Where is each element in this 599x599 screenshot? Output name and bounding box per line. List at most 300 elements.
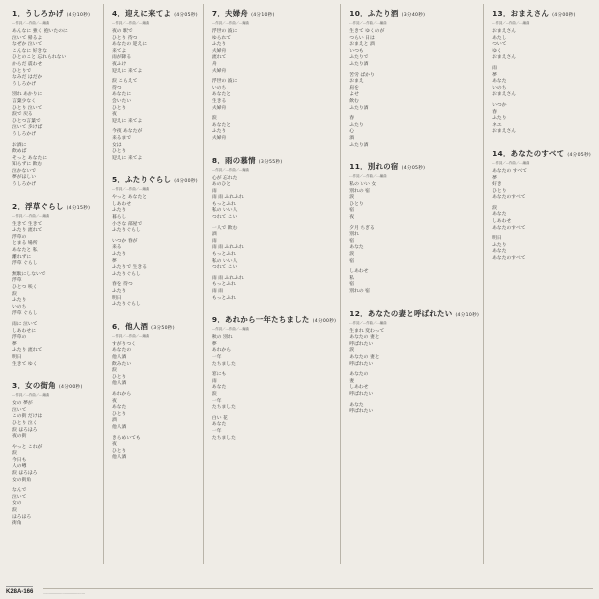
lyric-line: 妻 (349, 378, 355, 384)
lyric-line: あなたのすべて (492, 225, 526, 231)
lyric-line: 飲みたい (111, 361, 132, 367)
lyric-line: たちました (211, 405, 236, 411)
lyric-line: 夜 (111, 112, 117, 118)
lyric-line: あなた (492, 79, 507, 85)
lyric-line: 明日 (12, 354, 22, 360)
song-credit: …作詞／…作曲／…編曲 (111, 333, 150, 338)
song-credit: …作詞／…作曲／…編曲 (211, 327, 250, 332)
lyric-line: 宿 (349, 238, 355, 244)
lyric-line: 夜の街 (12, 434, 27, 440)
lyric-line: ふたりで (349, 55, 369, 61)
lyric-line: 別れ (349, 232, 359, 238)
lyric-line: やっと これが (12, 444, 43, 450)
stanza-gap (212, 302, 336, 306)
lyric-line: 雨 雨 (211, 289, 224, 294)
lyric-line: 会いたい (111, 98, 132, 104)
song-duration: (4分05秒) (174, 13, 198, 18)
lyric-line: ふたり酒 (349, 142, 369, 148)
song-title (212, 155, 336, 166)
lyric-column (484, 4, 595, 564)
lyric-line: 今日も (12, 457, 27, 463)
song-credit: …作詞／…作曲／…編曲 (492, 160, 530, 165)
lyric-line: 私の いい人 (211, 258, 238, 264)
lyric-line: 白い 花 (211, 415, 228, 421)
lyric-line: 生きて ゆくのが (349, 29, 385, 34)
lyric-line: しあわせに (12, 328, 36, 334)
lyric-line: 呼ばれたい (349, 391, 374, 397)
song-title-text: 7．夫婦舟 (211, 9, 249, 18)
lyric-line: 涙 (492, 205, 497, 211)
lyric-line: 浮草 ぐらし (12, 311, 38, 317)
song-duration: (4分10秒) (251, 13, 275, 18)
lyric-line: 他人酒 (111, 424, 127, 430)
lyric-line: ふたり (211, 129, 227, 135)
song-block (112, 8, 199, 166)
song-credit: …作詞／…作曲／…編曲 (111, 187, 150, 192)
lyric-line: ふたり (211, 42, 227, 48)
lyric-line: いつも (349, 48, 364, 54)
stanza-gap (12, 528, 99, 532)
song-title (212, 8, 336, 19)
lyric-line: 雨 (211, 188, 217, 194)
lyric-line: あなたと 私 (12, 248, 38, 254)
lyric-line: 酒 (111, 418, 117, 424)
lyric-line: 知らずに 飲む (12, 162, 43, 168)
lyric-line: 涙 (349, 252, 355, 258)
lyric-line: もっとふれ (211, 252, 236, 258)
lyric-line: 涙 ほろほろ (12, 471, 38, 477)
lyric-line: もっとふれ (211, 282, 236, 288)
lyric-line: 来る (111, 245, 122, 251)
lyric-line: ふたり 流れて (12, 228, 43, 234)
song-duration: (3分55秒) (258, 159, 283, 165)
song-title-text: 12．あなたの妻と呼ばれたい (349, 308, 453, 318)
lyric-line: なぜか 泣いて (12, 42, 43, 48)
lyric-line: しあわせ (492, 219, 512, 225)
lyric-line: 生きる (211, 98, 227, 104)
lyric-line: 雨 (211, 238, 217, 244)
song-title (349, 8, 479, 19)
lyric-line: 迎えに 来てよ (111, 118, 143, 124)
lyric-line: 春を 待つ (111, 282, 133, 288)
lyric-line: 夜ふけ (111, 61, 127, 67)
stanza-gap (112, 462, 199, 466)
lyric-line: ひとり (111, 448, 127, 454)
lyric-line: あなたの (349, 372, 369, 378)
lyric-line: 女の 夢が (12, 401, 33, 407)
song-block (349, 161, 479, 300)
lyric-line: 別れ あかりに (12, 92, 43, 98)
lyric-line: ひとつ 咲く (12, 285, 38, 290)
song-block (112, 321, 199, 466)
song-credit: …作詞／…作曲／…編曲 (349, 21, 387, 25)
lyric-line: 無駄にしないで (12, 271, 46, 277)
lyric-line: もっとふれ (211, 295, 236, 301)
song-block (12, 8, 99, 193)
song-duration: (4分10秒) (66, 13, 91, 18)
song-duration: (3分50秒) (151, 325, 175, 331)
lyric-line: 宿 (349, 208, 355, 214)
lyric-line: 夜 (111, 398, 117, 404)
song-credit: …作詞／…作曲／…編曲 (12, 213, 50, 218)
lyric-line: 生きて ゆく (12, 361, 38, 367)
lyric-line: おまえと 酒 (349, 42, 375, 48)
lyric-line: 涙 (12, 451, 17, 457)
lyric-line: あたし (492, 35, 507, 41)
song-title (349, 308, 479, 319)
lyric-line: 春 (349, 116, 355, 122)
lyric-line: あなたの (111, 348, 132, 354)
song-block (212, 155, 336, 307)
lyric-line: 迎えに 来てよ (111, 68, 143, 74)
lyric-line: 女の街角 (12, 477, 32, 483)
lyric-line: ひとのこと 忘れられない (12, 55, 67, 61)
lyric-line: しあわせ (349, 269, 369, 275)
song-title-text: 14．あなたのすべて (492, 148, 565, 158)
lyric-line: ひとり (349, 201, 364, 207)
lyric-line: 飲めば (12, 149, 27, 155)
lyric-line: ふたり (349, 122, 364, 128)
lyric-line: とまる 場所 (12, 241, 38, 247)
stanza-gap (112, 309, 199, 313)
lyric-line: 泣いて 歩けば (12, 125, 43, 131)
lyric-line: おまえ (349, 79, 364, 85)
lyric-line: いつか 春が (111, 238, 138, 244)
lyric-line: 雨が降る (111, 55, 132, 61)
lyric-line: ふたり (111, 252, 127, 258)
song-title (12, 8, 99, 19)
lyric-line: ふたりぐらし (111, 302, 141, 308)
lyric-line: 雨 (492, 65, 497, 71)
lyric-line: 夜 (349, 215, 355, 221)
lyric-line: ひとり (492, 188, 507, 194)
lyric-line: 一年 (211, 428, 222, 434)
song-title (112, 321, 199, 332)
lyric-line: もっとふれ (211, 201, 236, 207)
lyric-line: 別れの 宿 (349, 289, 370, 294)
lyric-line: つれて こい (211, 215, 238, 221)
song-credit: …作詞／…作曲／…編曲 (12, 21, 50, 25)
song-title (112, 174, 199, 185)
lyric-line: あなた (111, 405, 127, 411)
lyric-line: 暮らし (111, 215, 127, 221)
lyric-line: ふたり (111, 208, 127, 214)
lyric-line: しあわせ (349, 385, 369, 391)
lyric-line: ゆく (492, 48, 502, 54)
lyric-line: 涙 (211, 116, 217, 122)
lyric-line: 来てよ (111, 48, 127, 54)
lyric-line: 夢 (492, 175, 497, 181)
stanza-gap (349, 416, 479, 420)
lyric-line: ひとり (111, 105, 127, 111)
lyric-line: あなたの 迎えに (111, 42, 148, 48)
lyric-line: 明日 (111, 295, 122, 301)
lyric-line: 涙 こらえて (111, 79, 138, 85)
lyric-line: 涙 (211, 391, 217, 397)
lyric-line: よせ (349, 92, 359, 98)
lyric-line: ひとり (111, 411, 127, 417)
lyric-line: あなたの 妻と (349, 335, 380, 341)
lyric-line: 夜の 駅で (111, 29, 133, 34)
stanza-gap (12, 189, 99, 193)
lyric-line: 浮世の 波に (211, 29, 238, 34)
song-title (492, 148, 591, 159)
lyric-column (204, 4, 341, 564)
lyric-line: 涙 (349, 195, 355, 201)
song-duration: (4分00秒) (174, 179, 198, 185)
stanza-gap (12, 368, 99, 372)
lyric-column (341, 4, 484, 564)
lyric-line: ふたり酒 (349, 61, 369, 67)
song-duration: (4分10秒) (455, 312, 480, 318)
lyric-line: 小さな 部屋で (111, 221, 143, 227)
lyric-line: 別れの 宿 (349, 188, 370, 194)
stanza-gap (212, 143, 336, 147)
song-block (12, 201, 99, 372)
lyric-line: 窓にも (211, 372, 227, 378)
lyric-column (4, 4, 104, 564)
lyric-line: おまえさん (492, 129, 517, 135)
lyric-line: 一年 (211, 354, 222, 360)
lyric-line: あなた (349, 402, 364, 408)
lyric-line: こんなに 好きな (12, 48, 48, 54)
stanza-gap (349, 296, 479, 300)
song-block (112, 174, 199, 313)
lyric-line: ふたりぐらし (111, 271, 141, 277)
song-block (12, 380, 99, 532)
lyric-line: あなた (211, 385, 227, 391)
lyric-line: 夢 (12, 341, 17, 347)
lyric-line: ふたり (492, 116, 507, 122)
song-block (349, 308, 479, 420)
lyric-line: 呼ばれたい (349, 361, 374, 367)
song-credit: …作詞／…作曲／…編曲 (211, 167, 250, 172)
lyric-line: 生きて 生きて (12, 221, 43, 227)
lyric-line: 他人酒 (111, 455, 127, 461)
lyric-line: 夕月 ちぎる (349, 225, 375, 231)
lyric-line: 雨 雨 ふれふれ (211, 275, 244, 281)
lyric-line: 涙 (12, 508, 17, 514)
song-duration: (4分00秒) (58, 385, 83, 391)
lyric-line: 涙 (12, 291, 17, 297)
lyric-columns (4, 4, 595, 564)
lyric-line: からだ 震わせ (12, 61, 43, 67)
lyric-line: あなた (492, 212, 507, 218)
song-duration: (4分15秒) (66, 205, 91, 211)
lyric-line: 街角 (12, 521, 22, 527)
lyric-line: あんなに 強く 抱いたのに (12, 29, 68, 34)
lyric-line: 夫婦舟 (211, 105, 227, 111)
lyric-line: 飲む (349, 98, 359, 104)
lyric-line: 好き (492, 182, 502, 188)
lyric-line: 人の噂 (12, 464, 27, 470)
lyric-line: 夜 (111, 442, 117, 448)
song-block (492, 8, 591, 140)
lyric-line: つれて こい (211, 265, 238, 271)
lyric-line: 私の いい人 (211, 208, 238, 214)
lyric-line: 浮草 ぐらし (12, 261, 38, 267)
song-title (12, 380, 99, 391)
lyric-line: ついて (492, 42, 507, 48)
song-credit: …作詞／…作曲／…編曲 (111, 21, 150, 25)
lyric-line: そっと あなたに (12, 155, 48, 161)
song-title-text: 4．迎えに来てよ (111, 9, 172, 18)
lyric-line: 夢がほしい (12, 175, 36, 181)
lyric-line: ほろほろ (12, 514, 32, 520)
lyric-line: あなたと (211, 92, 232, 98)
song-title-text: 9．あれから一年たちました (211, 315, 310, 325)
lyric-line: ひとり 泣いて (12, 105, 43, 111)
lyric-line: あのひと (211, 182, 232, 188)
lyric-line: うしろかげ (12, 182, 36, 188)
lyric-line: 浮草の (12, 234, 27, 240)
lyric-line: あなたに (111, 92, 132, 98)
lyric-line: 酒 (211, 232, 217, 238)
song-title-text: 8．雨の慕情 (211, 155, 256, 165)
stanza-gap (492, 263, 591, 267)
song-credit: …作詞／…作曲／…編曲 (349, 320, 387, 325)
lyric-line: 今夜 あなたが (111, 129, 143, 135)
lyric-line: 待つ (111, 85, 122, 91)
song-block (349, 8, 479, 153)
song-title-text: 2．浮草ぐらし (12, 201, 64, 211)
lyric-line: 夫婦舟 (211, 48, 227, 54)
lyric-line: 苦労 ばかり (349, 72, 375, 78)
lyric-line: ゆられて (211, 35, 232, 41)
lyric-line: あなた (211, 422, 227, 428)
lyric-line: 心が 忘れた (211, 175, 238, 181)
lyric-line: いのち (211, 85, 227, 91)
song-credit: …作詞／…作曲／…編曲 (349, 174, 387, 179)
song-title (349, 161, 479, 172)
lyric-line: 宿 (349, 258, 355, 264)
lyric-line: たちました (211, 435, 236, 441)
lyric-line: ひとりで (12, 68, 32, 74)
song-duration: (4分00秒) (552, 13, 576, 18)
song-title-text: 1．うしろかげ (12, 9, 64, 18)
lyric-line: きらめいても (111, 435, 141, 441)
lyric-line: あなたのすべて (492, 256, 526, 262)
stanza-gap (349, 149, 479, 153)
lyric-line: 夢 (211, 341, 217, 347)
lyric-line: ひとつ言葉で (12, 118, 41, 124)
lyric-line: あなたと (211, 122, 232, 128)
song-duration: (3分40秒) (401, 13, 426, 18)
lyric-line: 肩を (349, 85, 359, 91)
lyric-line: うしろかげ (12, 81, 36, 87)
lyric-line: 私 (349, 275, 355, 281)
lyric-line: 泣かないで (12, 168, 36, 174)
lyric-line: 泣いて (12, 407, 27, 413)
lyric-line: おまえさん (492, 29, 517, 34)
lyric-line: ふたり (111, 289, 127, 294)
lyric-line: ネエ (492, 122, 502, 128)
lyric-line: 夢 (111, 258, 117, 264)
stanza-gap (212, 442, 336, 446)
lyric-line: 一人で 飲む (211, 225, 238, 231)
lyric-line: 来るまで (111, 135, 132, 141)
lyric-line: すがりつく (111, 341, 136, 347)
lyric-line: 秋の 別れ (211, 335, 233, 341)
lyric-line: やっと あなたと (111, 195, 148, 201)
lyric-line: あなた (349, 245, 364, 251)
song-credit: …作詞／…作曲／…編曲 (211, 21, 250, 25)
lyric-line: うしろかげ (12, 131, 36, 137)
song-block (492, 148, 591, 267)
lyric-line: ひとり 泣く (12, 420, 38, 426)
song-title (492, 8, 591, 19)
lyric-line: あなたの すべて (492, 168, 528, 174)
lyric-line: 呼ばれたい (349, 341, 374, 347)
lyric-line: なんで (12, 488, 27, 494)
lyric-line: 生まれ 変わって (349, 328, 385, 334)
lyric-line: 夢 (492, 72, 497, 78)
lyric-line: いのち (12, 304, 27, 310)
lyric-line: いのち (492, 85, 507, 91)
lyric-line: 女の (12, 501, 22, 507)
catalog-number: K28A-166 (6, 586, 33, 595)
song-title-text: 5．ふたりぐらし (111, 175, 172, 185)
lyric-line: ふたりぐらし (111, 228, 141, 234)
song-title-text: 3．女の街角 (12, 381, 56, 391)
lyric-line: 呼ばれたい (349, 409, 374, 415)
lyric-line: ふたり 流れて (12, 348, 43, 354)
lyric-line: ふたり (12, 298, 27, 304)
lyric-line: ふたりで 生きる (111, 265, 148, 271)
lyric-line: ひとり 待つ (111, 35, 138, 41)
song-block (212, 314, 336, 446)
lyric-line: 宿 (349, 282, 355, 288)
song-duration: (4分05秒) (567, 152, 591, 158)
lyric-line: あなたの 妻と (349, 354, 380, 360)
lyric-line: 夫婦舟 (211, 135, 227, 141)
song-title (112, 8, 199, 19)
lyric-line: 浮世の 波に (211, 79, 238, 85)
lyric-line: なみだ はだか (12, 75, 43, 81)
lyric-line: 女は (111, 142, 122, 148)
lyric-line: いつか (492, 102, 507, 108)
lyric-line: 雨に 泣いて (12, 321, 38, 327)
lyric-line: 泣いて (12, 494, 27, 500)
lyric-column (104, 4, 204, 564)
stanza-gap (492, 136, 591, 140)
footer (6, 565, 593, 595)
lyric-line: 他人酒 (111, 354, 127, 360)
lyric-line: 春 (492, 109, 497, 115)
song-block (212, 8, 336, 147)
lyric-line: つらい 日は (349, 35, 375, 41)
lyric-line: 明日 (492, 236, 502, 242)
lyric-line: 言葉少なく (12, 98, 36, 104)
song-title-text: 11．別れの宿 (349, 162, 399, 172)
lyric-line: 私の いい 女 (349, 182, 377, 188)
song-title-text: 6．他人酒 (111, 321, 149, 331)
lyric-line: お酒に (12, 142, 27, 148)
song-credit: …作詞／…作曲／…編曲 (12, 393, 50, 398)
lyric-line: 涙 (349, 348, 355, 354)
song-title-text: 13．おまえさん (492, 9, 550, 18)
lyric-line: おまえさん (492, 55, 517, 61)
lyric-line: あれから (211, 348, 232, 354)
lyric-line: 浮草の (12, 335, 27, 341)
song-credit: …作詞／…作曲／…編曲 (492, 21, 530, 25)
lyric-line: ふたり (492, 242, 507, 248)
copyright-notice: ………………………………… (43, 588, 593, 595)
lyric-line: しあわせ (111, 201, 132, 207)
lyric-line: あれから (111, 391, 132, 397)
lyric-line: ふたり酒 (349, 105, 369, 111)
song-duration: (4分05秒) (401, 166, 426, 172)
